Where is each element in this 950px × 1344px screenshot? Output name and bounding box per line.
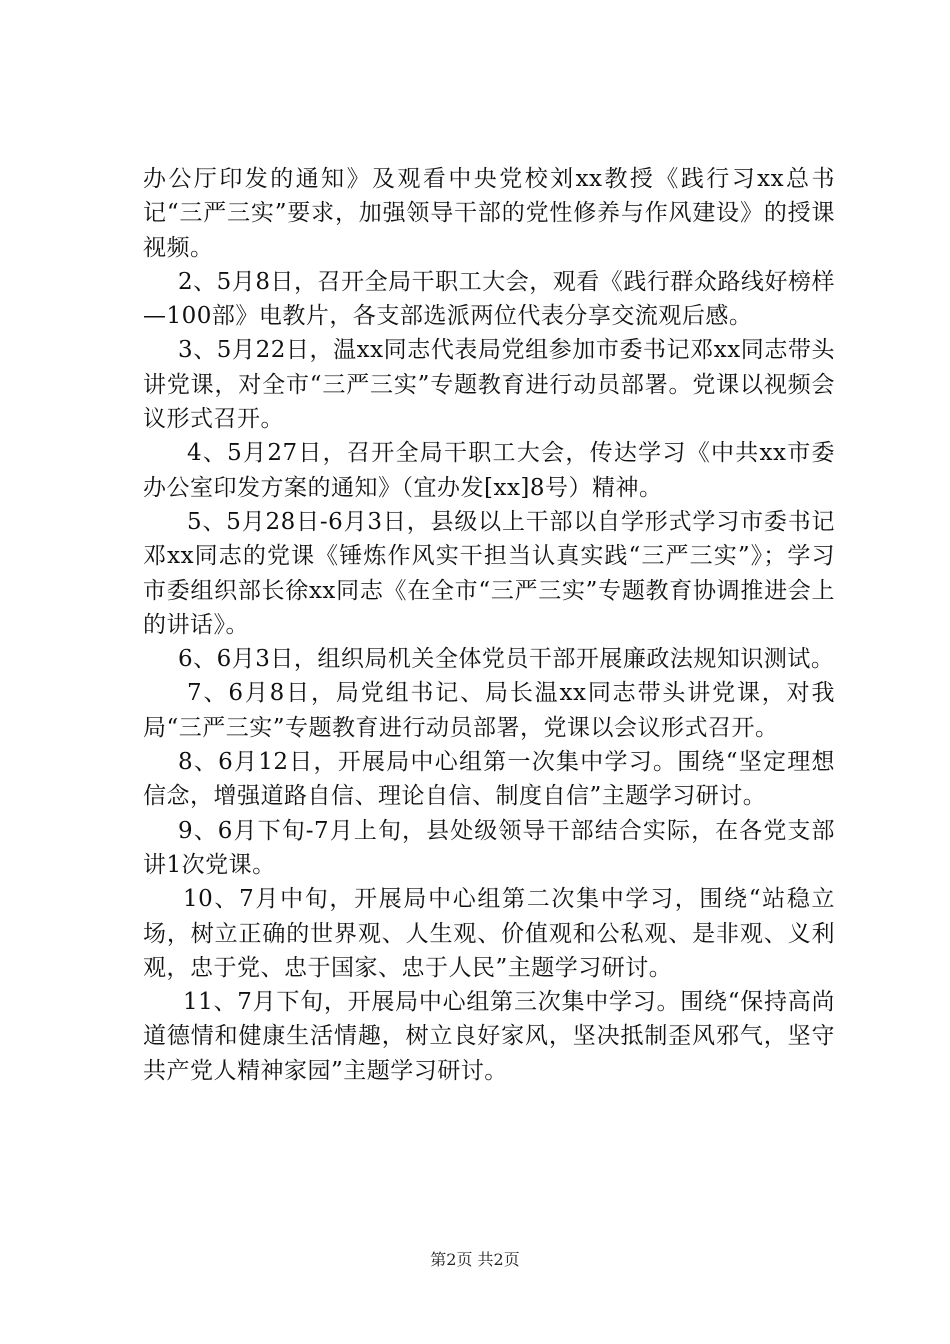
paragraph-item-8: 8、6月12日，开展局中心组第一次集中学习。围绕“坚定理想信念，增强道路自信、理论自信、制度自信”主题学习研讨。: [143, 749, 835, 810]
paragraph-item-11: 11、7月下旬，开展局中心组第三次集中学习。围绕“保持高尚道德情和健康生活情趣，树立良好家风，坚决抵制歪风邪气，坚守共产党人精神家园”主题学习研讨。: [143, 989, 835, 1084]
paragraph-item-10: 10、7月中旬，开展局中心组第二次集中学习，围绕“站稳立场，树立正确的世界观、人生观、价值观和公私观、是非观、义利观，忠于党、忠于国家、忠于人民”主题学习研讨。: [143, 886, 835, 981]
paragraph-item-9: 9、6月下旬-7月上旬，县处级领导干部结合实际，在各党支部讲1次党课。: [143, 817, 835, 878]
paragraph-item-3: 3、5月22日，温xx同志代表局党组参加市委书记邓xx同志带头讲党课，对全市“三严三实”专题教育进行动员部署。党课以视频会议形式召开。: [143, 337, 835, 433]
paragraph-item-4: 4、5月27日，召开全局干职工大会，传达学习《中共xx市委办公室印发方案的通知》（宜办发[xx]8号）精神。: [143, 440, 835, 501]
paragraph-item-2: 2、5月8日，召开全局干职工大会，观看《践行群众路线好榜样—100部》电教片，各支部选派两位代表分享交流观后感。: [143, 268, 835, 330]
paragraph-item-5: 5、5月28日-6月3日，县级以上干部以自学形式学习市委书记邓xx同志的党课《锤炼作风实干担当认真实践“三严三实”》；学习市委组织部长徐xx同志《在全市“三严三实”专题教育协调推进会上的讲话》。: [143, 508, 835, 638]
paragraph-item-7: 7、6月8日，局党组书记、局长温xx同志带头讲党课，对我局“三严三实”专题教育进行动员部署，党课以会议形式召开。: [143, 680, 835, 741]
paragraph-item-6: 6、6月3日，组织局机关全体党员干部开展廉政法规知识测试。: [178, 646, 835, 673]
page-number-footer: 第2页 共2页: [430, 1250, 520, 1269]
paragraph-continuation: 办公厅印发的通知》及观看中央党校刘xx教授《践行习xx总书记“三严三实”要求，加强领导干部的党性修养与作风建设》的授课视频。: [143, 166, 835, 261]
document-body: [143, 162, 835, 1088]
